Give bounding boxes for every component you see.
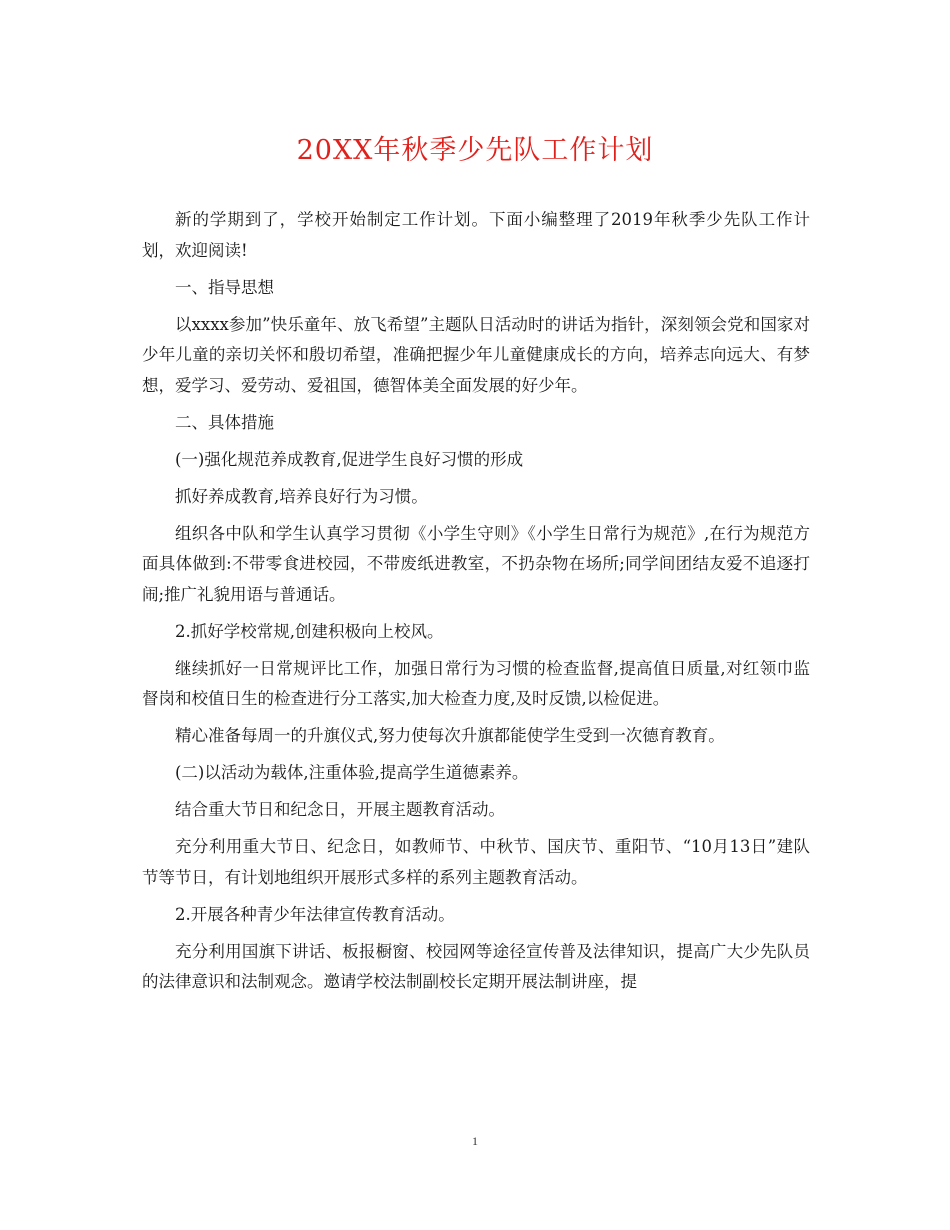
paragraph: 2.开展各种青少年法律宣传教育活动。: [175, 904, 455, 924]
paragraph: 结合重大节日和纪念日，开展主题教育活动。: [175, 800, 505, 819]
paragraph: 组织各中队和学生认真学习贯彻《小学生守则》《小学生日常行为规范》,在行为规范方面具体做到:不带零食进校园，不带废纸进教室，不扔杂物在场所;同学间团结友爱不追逐打闹;推广礼貌用语与普通话。: [142, 523, 810, 604]
paragraph: 新的学期到了，学校开始制定工作计划。下面小编整理了2019年秋季少先队工作计划，欢迎阅读!: [142, 210, 810, 260]
paragraph: 继续抓好一日常规评比工作，加强日常行为习惯的检查监督,提高值日质量,对红领巾监督岗和校值日生的检查进行分工落实,加大检查力度,及时反馈,以检促进。: [142, 658, 810, 708]
paragraph: 抓好养成教育,培养良好行为习惯。: [175, 486, 428, 506]
paragraph: 以xxxx参加”快乐童年、放飞希望”主题队日活动时的讲话为指针，深刻领会党和国家对少年儿童的亲切关怀和殷切希望，准确把握少年儿童健康成长的方向，培养志向远大、有梦想，爱学习、爱劳动、爱祖国，德智体美全面发展的好少年。: [142, 314, 810, 395]
paragraph: 充分利用国旗下讲话、板报橱窗、校园网等途径宣传普及法律知识，提高广大少先队员的法律意识和法制观念。邀请学校法制副校长定期开展法制讲座，提: [142, 941, 810, 991]
document-body: [142, 205, 810, 1004]
paragraph: 充分利用重大节日、纪念日，如教师节、中秋节、国庆节、重阳节、“10月13日”建队节等节日，有计划地组织开展形式多样的系列主题教育活动。: [142, 837, 810, 887]
paragraph: 精心准备每周一的升旗仪式,努力使每次升旗都能使学生受到一次德育教育。: [175, 726, 725, 745]
subsection-heading: (二)以活动为载体,注重体验,提高学生道德素养。: [175, 763, 529, 782]
document-title: 20XX年秋季少先队工作计划: [296, 135, 654, 166]
page-number: 1: [472, 1134, 478, 1148]
section-heading: 一、指导思想: [175, 277, 274, 297]
section-heading: 二、具体措施: [175, 412, 274, 432]
subsection-heading: (一)强化规范养成教育,促进学生良好习惯的形成: [175, 449, 524, 469]
paragraph: 2.抓好学校常规,创建积极向上校风。: [175, 621, 444, 641]
